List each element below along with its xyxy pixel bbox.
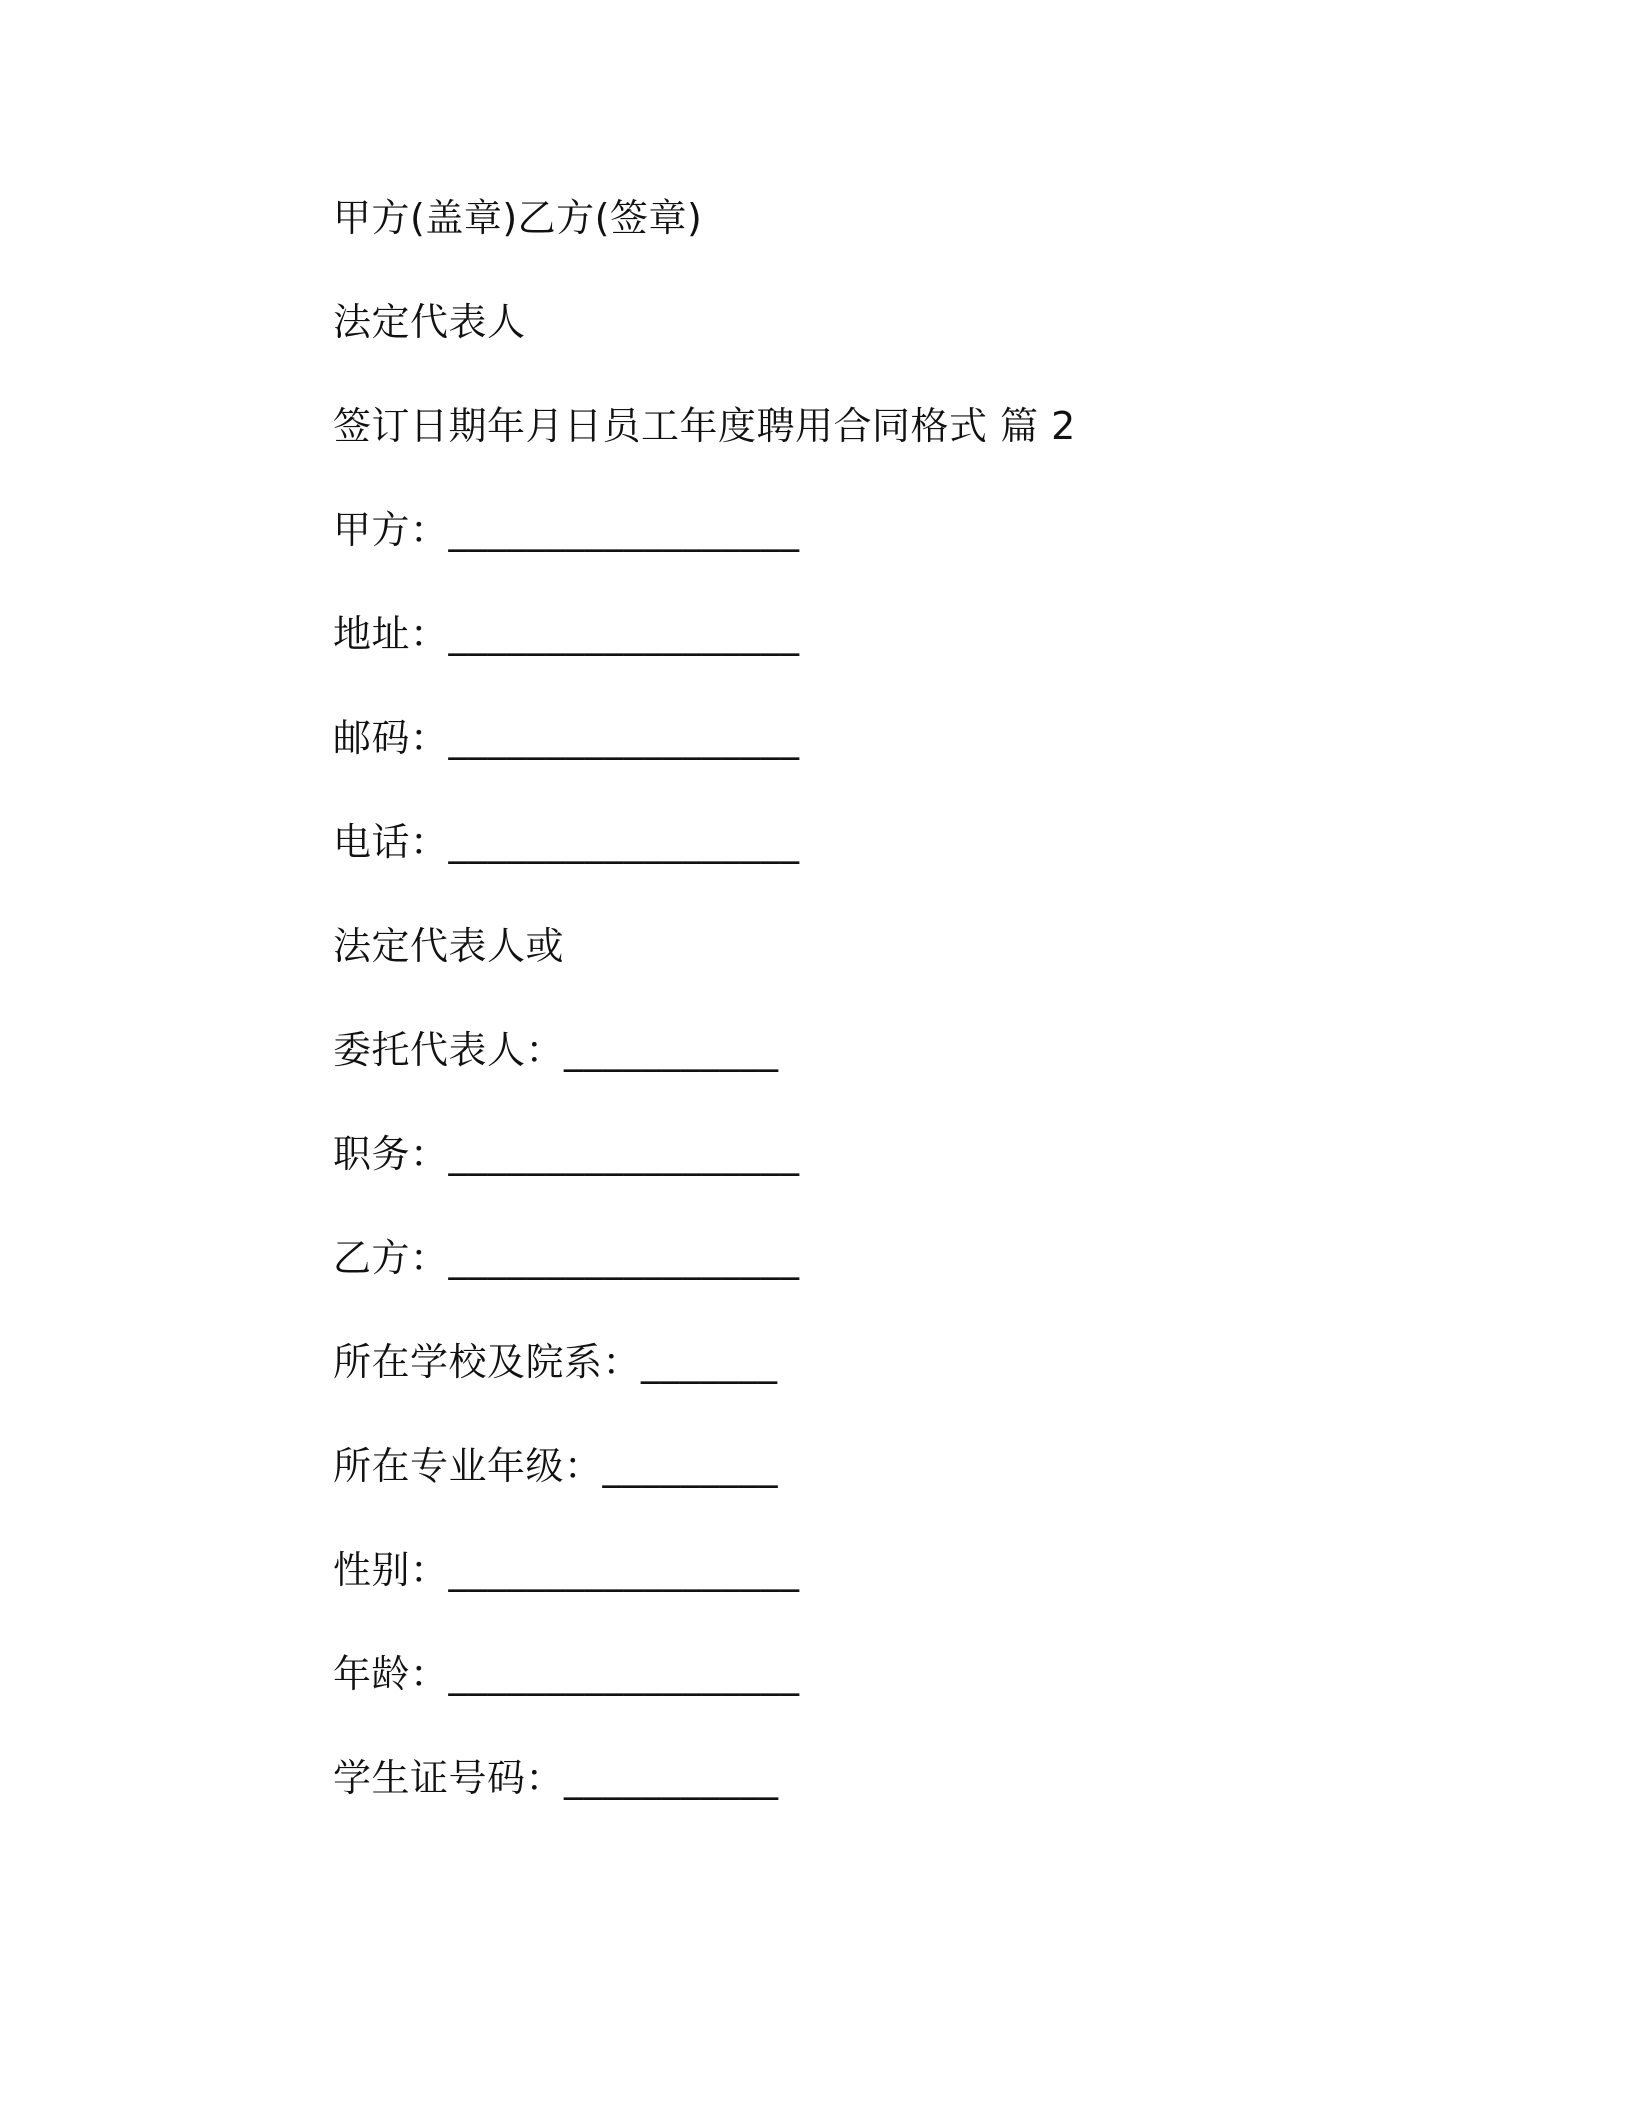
age-field: 年龄：__________________ [333, 1652, 800, 1696]
signing-date-title-line: 签订日期年月日员工年度聘用合同格式 篇 2 [333, 404, 1076, 448]
legal-representative-line: 法定代表人 [333, 300, 526, 344]
legal-rep-or-line: 法定代表人或 [333, 924, 565, 968]
school-department-field: 所在学校及院系：_______ [333, 1340, 778, 1384]
party-a-field: 甲方：__________________ [333, 508, 800, 552]
party-b-field: 乙方：__________________ [333, 1236, 800, 1280]
major-grade-field: 所在专业年级：_________ [333, 1444, 779, 1488]
student-id-field: 学生证号码：___________ [333, 1756, 779, 1800]
gender-field: 性别：__________________ [333, 1548, 800, 1592]
party-a-b-seal-line: 甲方(盖章)乙方(签章) [333, 196, 703, 240]
position-field: 职务：__________________ [333, 1132, 800, 1176]
postcode-field: 邮码：__________________ [333, 716, 800, 760]
address-field: 地址：__________________ [333, 612, 800, 656]
document-body [333, 190, 1433, 1854]
authorized-rep-field: 委托代表人：___________ [333, 1028, 779, 1072]
phone-field: 电话：__________________ [333, 820, 800, 864]
